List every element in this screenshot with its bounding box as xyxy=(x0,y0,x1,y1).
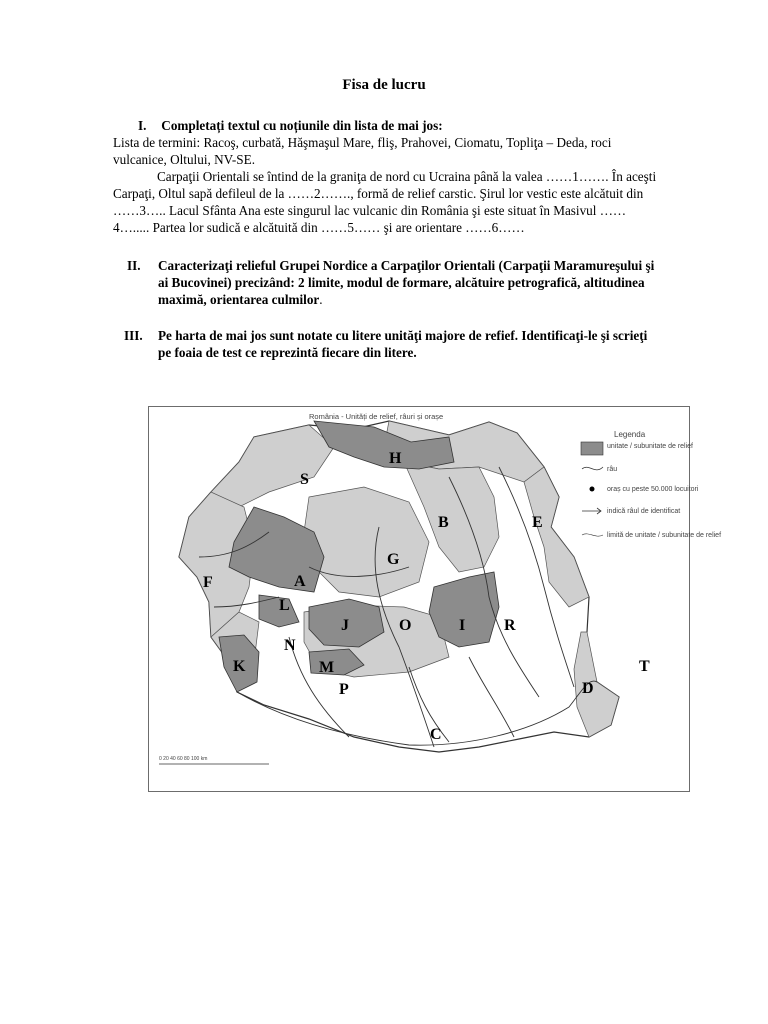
page-title: Fisa de lucru xyxy=(342,77,426,93)
fill-text-line-1: Carpaţii Orientali se întind de la graniţa de nord cu Ucraina până la valea ……1……. În aceşti xyxy=(157,169,657,184)
label-m: M xyxy=(319,659,335,676)
label-p: P xyxy=(339,681,349,698)
label-c: C xyxy=(430,726,442,743)
label-h: H xyxy=(389,450,402,467)
terms-list-line-1: Lista de termini: Racoş, curbată, Hăşmaşul Mare, fliş, Prahovei, Ciomatu, Topliţa – Deda, roci xyxy=(113,135,612,150)
legend-arrow-icon xyxy=(582,508,601,514)
legend-city-icon xyxy=(590,487,595,492)
legend-heading: Legenda xyxy=(614,430,646,439)
label-s: S xyxy=(300,471,309,488)
map-legend xyxy=(581,430,721,539)
section-3 xyxy=(124,327,744,361)
label-j: J xyxy=(341,617,349,634)
section-2-line-1: Caracterizaţi relieful Grupei Nordice a Carpaţilor Orientali (Carpaţii Maramureşului şi xyxy=(158,258,655,273)
label-f: F xyxy=(203,574,213,591)
label-b: B xyxy=(438,514,449,531)
label-l: L xyxy=(279,597,290,614)
section-1 xyxy=(113,117,733,236)
legend-swatch-region xyxy=(581,442,603,455)
label-d: D xyxy=(582,680,594,697)
legend-item-region: unitate / subunitate de relief xyxy=(607,443,694,450)
fill-text-line-2: Carpaţi, Oltul sapă defileul de la ……2……., formă de relief carstic. Şirul lor vestic este alcătuit din xyxy=(113,186,644,201)
section-3-line-1: Pe harta de mai jos sunt notate cu litere unităţi majore de refief. Identificaţi-le şi scrieţi xyxy=(158,328,648,343)
legend-item-boundary: limită de unitate / subunitate de relief xyxy=(607,532,722,539)
legend-item-river: râu xyxy=(607,466,618,473)
label-k: K xyxy=(233,658,246,675)
section-3-line-2: pe foaia de test ce reprezintă fiecare din litere. xyxy=(158,345,417,360)
section-3-number: III. xyxy=(124,328,143,343)
legend-item-city: oraș cu peste 50.000 locuitori xyxy=(607,486,699,493)
scale-label: 0 20 40 60 80 100 km xyxy=(159,756,208,762)
relief-map-svg xyxy=(149,407,722,791)
label-n: N xyxy=(284,637,296,654)
section-2-line-3-end: . xyxy=(319,292,323,307)
map-title: România - Unități de relief, râuri și orașe xyxy=(309,412,444,421)
label-t: T xyxy=(639,658,650,675)
legend-item-arrow: indică râul de identificat xyxy=(607,508,681,515)
section-2-line-2: ai Bucovinei) precizând: 2 limite, modul de formare, alcătuire petrografică, altitudinea xyxy=(158,275,645,290)
section-2-line-3: maximă, orientarea culmilor xyxy=(158,292,320,307)
label-o: O xyxy=(399,617,412,634)
fill-text-line-4: 4…..... Partea lor sudică e alcătuită din ……5…… şi are orientare ……6…… xyxy=(113,220,525,235)
label-e: E xyxy=(532,514,543,531)
legend-boundary-icon xyxy=(582,534,603,536)
legend-river-icon xyxy=(582,467,603,470)
terms-list-line-2: vulcanice, Oltului, NV-SE. xyxy=(113,152,255,167)
section-2 xyxy=(127,257,747,308)
section-2-number: II. xyxy=(127,258,141,273)
label-g: G xyxy=(387,551,400,568)
scale-bar xyxy=(159,756,269,764)
section-1-heading: Completați textul cu noțiunile din lista de mai jos: xyxy=(161,118,443,133)
fill-text-line-3: ……3….. Lacul Sfânta Ana este singurul lac vulcanic din România şi este situat în Masivul …… xyxy=(113,203,627,218)
relief-map xyxy=(148,406,722,792)
label-i: I xyxy=(459,617,466,634)
label-r: R xyxy=(504,617,516,634)
label-a: A xyxy=(294,573,306,590)
section-1-number: I. xyxy=(138,118,147,133)
